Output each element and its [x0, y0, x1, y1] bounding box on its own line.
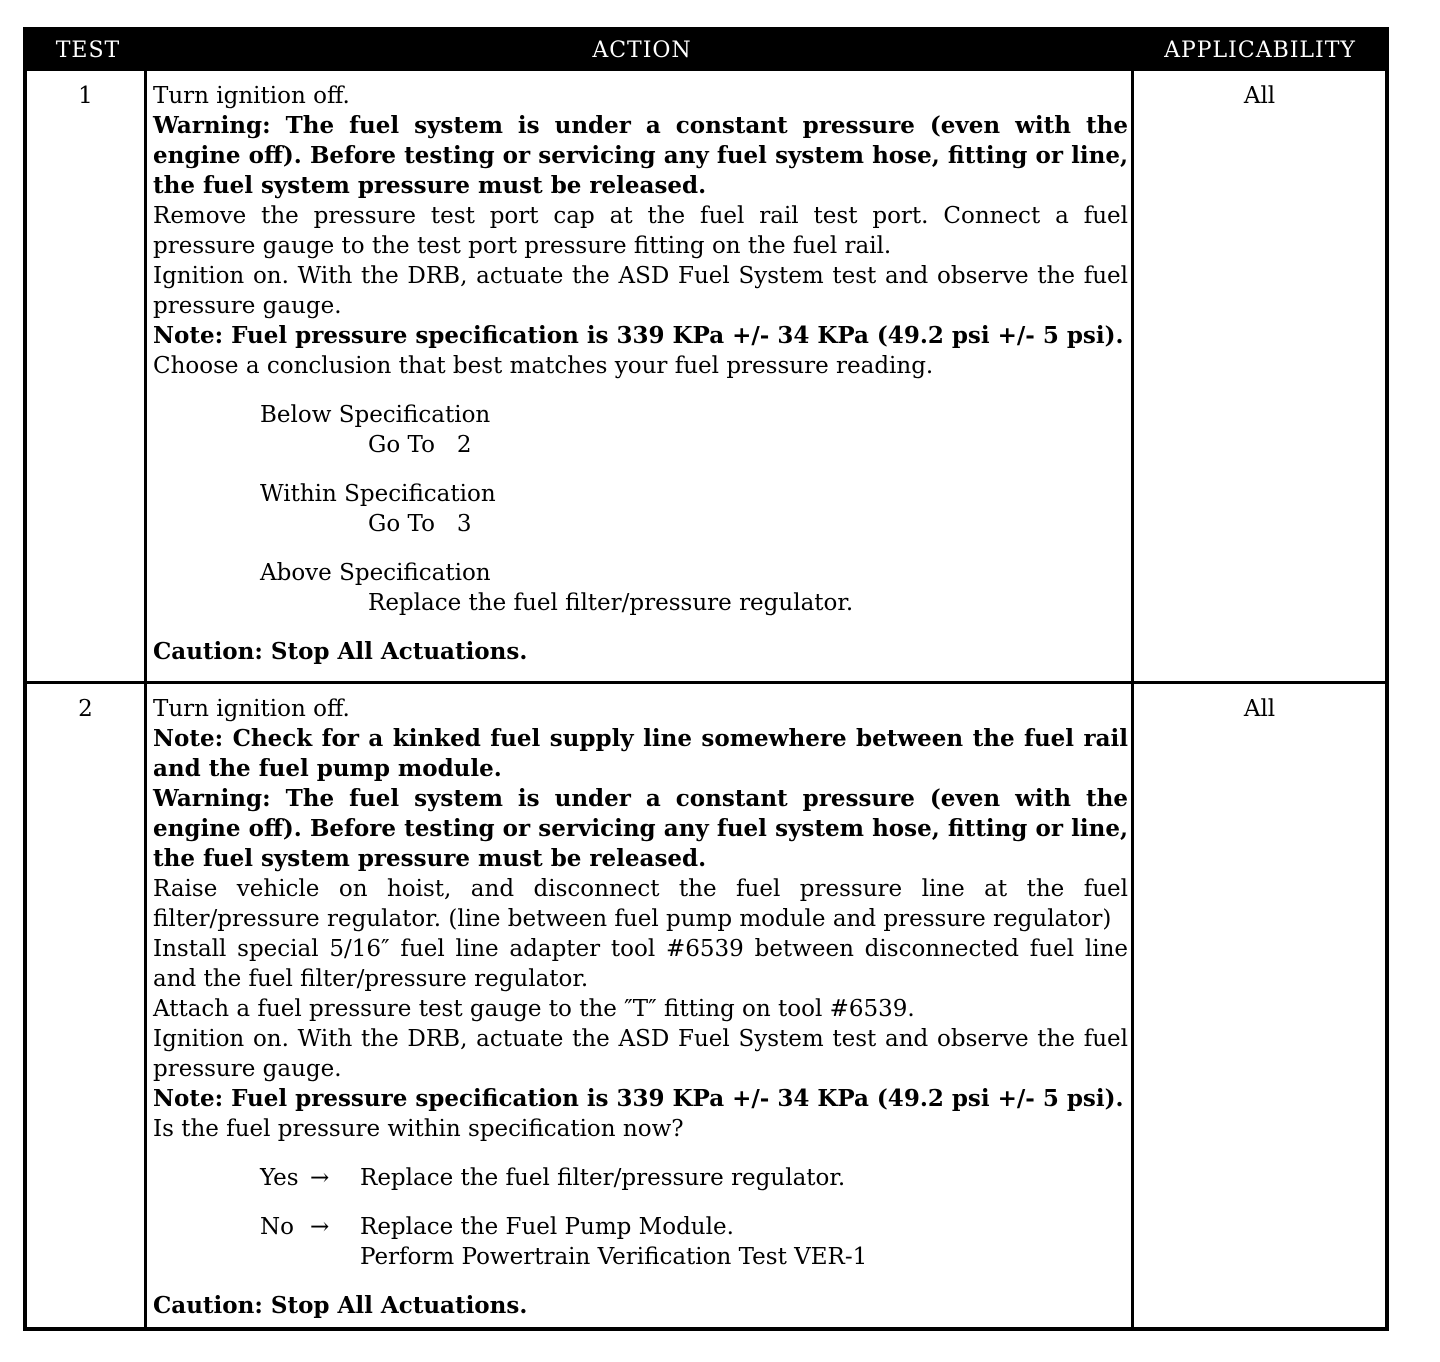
answer-result-line: Perform Powertrain Verification Test VER-1	[360, 1244, 868, 1270]
applicability-value: All	[1243, 696, 1276, 722]
step-text: Ignition on. With the DRB, actuate the ASD Fuel System test and observe the fuel pressure gauge.	[153, 263, 1128, 319]
action-cell	[153, 81, 1128, 667]
warning-text: Warning: The fuel system is under a constant pressure (even with the engine off). Before testing or servicing any fuel system hose, fitting or line, the fuel system pressure must be released.	[153, 112, 1128, 199]
warning-text: Warning: The fuel system is under a constant pressure (even with the engine off). Before testing or servicing any fuel system hose, fitting or line, the fuel system pressure must be released.	[153, 785, 1128, 872]
diagnostic-table	[23, 27, 1389, 1331]
answer-key: No	[260, 1214, 294, 1240]
answer-key: Yes	[260, 1165, 299, 1191]
step-text: Is the fuel pressure within specification now?	[153, 1116, 684, 1142]
conclusion-label: Above Specification	[260, 560, 491, 586]
conclusion-result: Replace the fuel filter/pressure regulator.	[368, 590, 854, 616]
conclusion-label: Within Specification	[260, 481, 496, 507]
test-number: 1	[78, 83, 93, 109]
test-number: 2	[78, 696, 93, 722]
conclusion-label: Below Specification	[260, 402, 491, 428]
action-cell	[153, 694, 1128, 1321]
conclusion-option	[260, 558, 1128, 618]
note-text: Note: Fuel pressure specification is 339 KPa +/- 34 KPa (49.2 psi +/- 5 psi).	[153, 1085, 1124, 1112]
answer-result-line: Replace the fuel filter/pressure regulator.	[360, 1165, 846, 1191]
step-text: Install special 5/16″ fuel line adapter tool #6539 between disconnected fuel line and the fuel filter/pressure regulator.	[153, 936, 1128, 992]
step-text: Choose a conclusion that best matches your fuel pressure reading.	[153, 353, 934, 379]
conclusion-result: Go To 2	[368, 432, 472, 458]
step-text: Ignition on. With the DRB, actuate the ASD Fuel System test and observe the fuel pressure gauge.	[153, 1026, 1128, 1082]
answer-no	[260, 1212, 1128, 1272]
step-text: Remove the pressure test port cap at the fuel rail test port. Connect a fuel pressure gauge to the test port pressure fitting on the fuel rail.	[153, 203, 1128, 259]
conclusion-option	[260, 479, 1128, 539]
step-text: Turn ignition off.	[153, 696, 350, 722]
header-action: ACTION	[592, 38, 692, 63]
applicability-value: All	[1243, 83, 1276, 109]
answer-result	[360, 1212, 1128, 1272]
header-test: TEST	[55, 38, 121, 63]
conclusion-option	[260, 400, 1128, 460]
header-applicability: APPLICABILITY	[1164, 38, 1356, 63]
conclusion-result: Go To 3	[368, 511, 472, 537]
step-text: Turn ignition off.	[153, 83, 350, 109]
arrow-icon: →	[310, 1165, 330, 1191]
table-header	[27, 31, 1385, 71]
note-text: Note: Fuel pressure specification is 339 KPa +/- 34 KPa (49.2 psi +/- 5 psi).	[153, 322, 1124, 349]
answer-yes	[260, 1163, 1128, 1193]
step-text: Raise vehicle on hoist, and disconnect the fuel pressure line at the fuel filter/pressure regulator. (line between fuel pump module and pressure regulator)	[153, 876, 1128, 932]
step-text: Attach a fuel pressure test gauge to the ″T″ fitting on tool #6539.	[153, 996, 915, 1022]
table-row	[27, 684, 1385, 1327]
caution-text: Caution: Stop All Actuations.	[153, 638, 528, 665]
note-text: Note: Check for a kinked fuel supply line somewhere between the fuel rail and the fuel pump module.	[153, 725, 1128, 782]
answer-result-line: Replace the Fuel Pump Module.	[360, 1214, 734, 1240]
answer-result	[360, 1163, 1128, 1193]
caution-text: Caution: Stop All Actuations.	[153, 1292, 528, 1319]
arrow-icon: →	[310, 1214, 330, 1240]
table-row	[27, 71, 1385, 681]
